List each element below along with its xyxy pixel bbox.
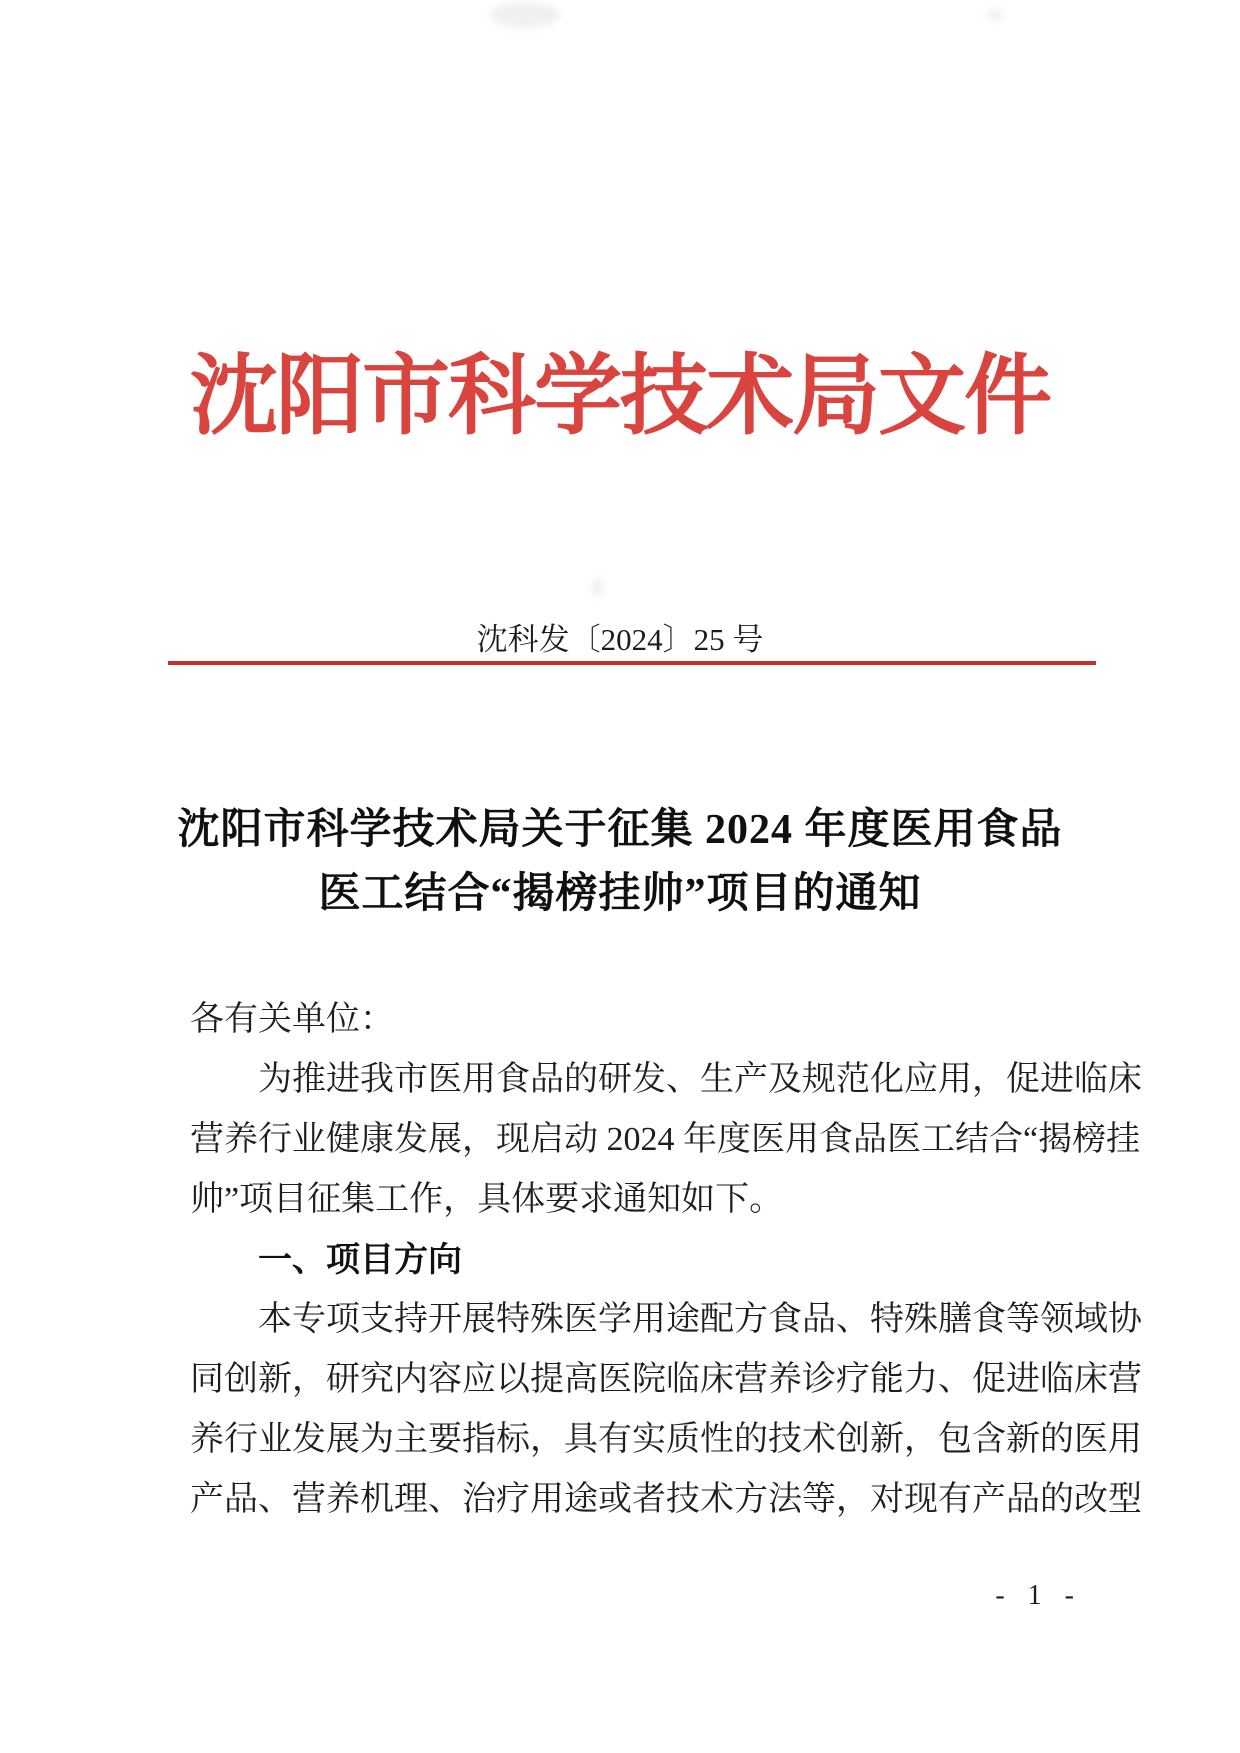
page-number: - 1 - xyxy=(995,1580,1082,1611)
section-heading: 一、项目方向 xyxy=(258,1241,462,1279)
red-divider-line xyxy=(168,661,1096,665)
text-line: 产品、营养机理、治疗用途或者技术方法等，对现有产品的改型 xyxy=(190,1481,1142,1518)
agency-header-title: 沈阳市科学技术局文件 xyxy=(189,349,1050,446)
notice-title xyxy=(0,798,1240,926)
notice-title-line-2: 医工结合“揭榜挂帅”项目的通知 xyxy=(318,871,922,917)
notice-title-line-1: 沈阳市科学技术局关于征集 2024 年度医用食品 xyxy=(177,807,1063,853)
scan-artifact xyxy=(594,578,602,596)
scan-artifact xyxy=(988,10,1002,20)
document-body xyxy=(190,990,1142,1530)
document-number: 沈科发〔2024〕25 号 xyxy=(476,622,764,657)
text-line: 帅”项目征集工作，具体要求通知如下。 xyxy=(190,1181,784,1218)
scan-artifact xyxy=(490,2,560,28)
text-line: 营养行业健康发展，现启动 2024 年度医用食品医工结合“揭榜挂 xyxy=(190,1121,1141,1158)
text-line: 各有关单位： xyxy=(190,1001,394,1038)
text-line: 为推进我市医用食品的研发、生产及规范化应用，促进临床 xyxy=(258,1061,1142,1098)
text-line: 同创新，研究内容应以提高医院临床营养诊疗能力、促进临床营 xyxy=(190,1361,1142,1398)
text-line: 本专项支持开展特殊医学用途配方食品、特殊膳食等领域协 xyxy=(258,1301,1142,1338)
text-line: 养行业发展为主要指标，具有实质性的技术创新，包含新的医用 xyxy=(190,1421,1142,1458)
